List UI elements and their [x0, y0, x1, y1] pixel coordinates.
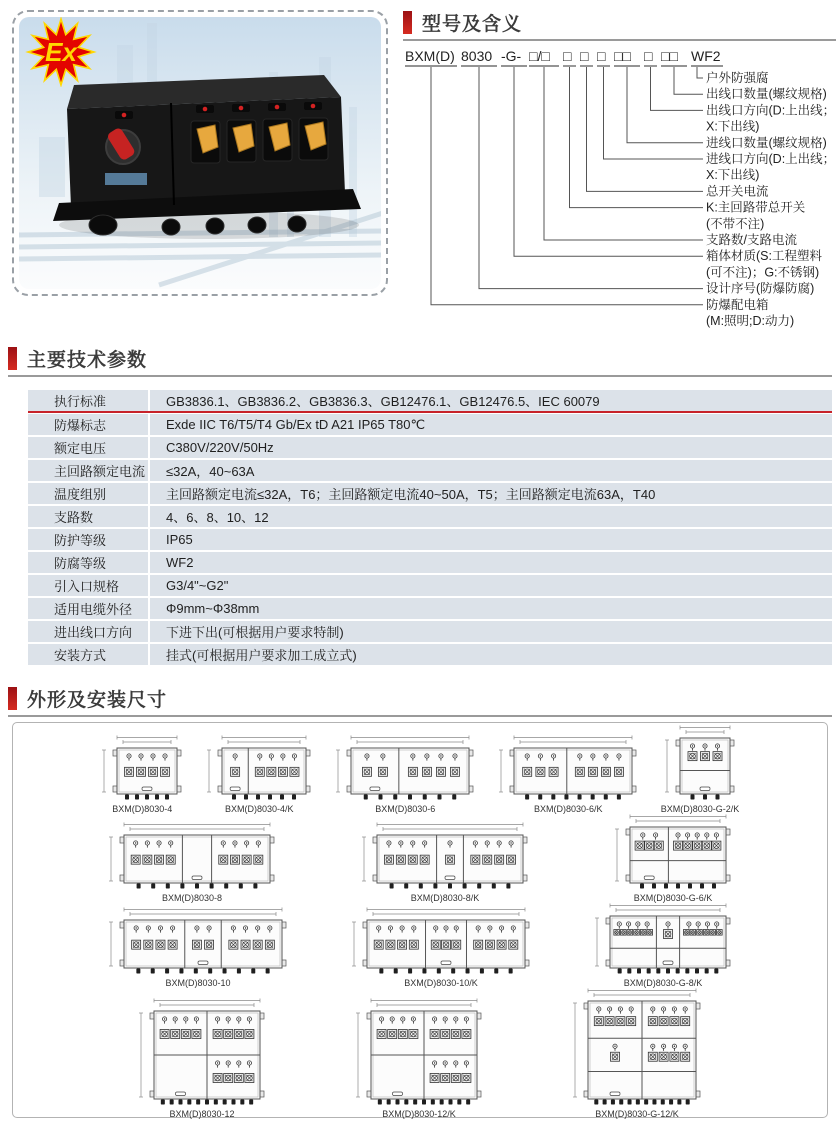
param-label: 适用电缆外径 [28, 598, 150, 619]
param-value: WF2 [166, 555, 194, 570]
figure-drawing [138, 998, 267, 1108]
product-photo [19, 17, 381, 289]
indicator-light [122, 113, 127, 118]
dimension-figure [351, 907, 532, 988]
red-bar-icon [403, 11, 412, 34]
param-label: 执行标准 [28, 390, 150, 411]
figure-drawing [335, 735, 476, 803]
figure-label: BXM(D)8030-G-8/K [623, 978, 703, 988]
param-value: GB3836.1、GB3836.2、GB3836.3、GB12476.1、GB12476.5、IEC 60079 [166, 394, 600, 409]
model-meaning-label: 进线口方向(D:上出线； [706, 152, 836, 166]
model-code-segment: □ [563, 49, 572, 64]
figure-label: BXM(D)8030-10 [165, 978, 231, 988]
model-code-segment: WF2 [691, 49, 721, 64]
cable-gland [206, 218, 224, 234]
figure-label: BXM(D)8030-10/K [404, 978, 478, 988]
connector-line [697, 67, 703, 78]
param-label: 温度组别 [28, 483, 150, 504]
param-row [28, 460, 832, 481]
figure-drawing [355, 998, 484, 1108]
figure-drawing [351, 907, 532, 977]
figure-label: BXM(D)8030-G-6/K [633, 893, 713, 903]
connector-line [674, 67, 703, 94]
model-meaning-label: 户外防强腐 [706, 71, 769, 85]
model-meaning-label: X:下出线) [706, 168, 760, 183]
param-row [28, 390, 832, 411]
param-row [28, 552, 832, 573]
section-title: 型号及含义 [422, 13, 523, 35]
figure-drawing [108, 822, 277, 892]
model-meaning-label: (不带不注) [706, 216, 765, 231]
model-code-segment: □□ [614, 49, 631, 64]
model-code-segment: □ [597, 49, 606, 64]
model-meaning-label: X:下出线) [706, 119, 760, 134]
figure-drawing [664, 725, 737, 803]
figure-row [21, 988, 819, 1119]
param-row [28, 414, 832, 435]
connector-line [514, 67, 703, 256]
model-meaning-label: (M:照明;D:动力) [706, 314, 795, 328]
model-code-segment: 8030 [461, 49, 493, 64]
section-title: 外形及安装尺寸 [27, 689, 168, 711]
figure-row [21, 903, 819, 988]
connector-line [604, 67, 704, 159]
dimension-figure [101, 735, 184, 814]
figure-drawing [101, 735, 184, 803]
model-section [403, 10, 836, 345]
figure-row [21, 725, 819, 814]
ex-badge-text: Ex [45, 37, 77, 67]
param-row [28, 621, 832, 642]
cable-gland [89, 215, 117, 235]
param-value: 挂式(可根据用户要求加工成立式) [166, 648, 357, 663]
cable-gland [162, 219, 180, 235]
section-title: 主要技术参数 [27, 349, 148, 371]
model-code-segment: □□ [661, 49, 678, 64]
figure-drawing [498, 735, 639, 803]
param-label: 安装方式 [28, 644, 150, 665]
dimension-figure [108, 907, 289, 988]
param-value: G3/4"~G2" [166, 578, 229, 593]
figure-label: BXM(D)8030-8/K [410, 893, 480, 903]
dimension-figure [361, 822, 530, 903]
section-underline [8, 715, 832, 717]
section-underline [8, 375, 832, 377]
connector-line [651, 67, 704, 110]
param-value: 主回路额定电流≤32A，T6；主回路额定电流40~50A，T5；主回路额定电流63A，T40 [166, 487, 656, 502]
param-row [28, 575, 832, 596]
product-photo-panel [12, 10, 388, 296]
model-code-diagram [403, 49, 836, 345]
cable-gland [288, 216, 306, 232]
model-code-segment: □ [580, 49, 589, 64]
param-value: Φ9mm~Φ38mm [166, 601, 260, 616]
model-code-segment: -G- [501, 49, 522, 64]
param-row [28, 506, 832, 527]
figure-drawing [614, 814, 733, 892]
dimension-figure [138, 998, 267, 1119]
figure-drawing [206, 735, 313, 803]
red-bar-icon [8, 687, 17, 710]
section-header [403, 10, 836, 34]
figure-label: BXM(D)8030-4 [112, 804, 173, 814]
ex-badge [19, 17, 103, 87]
connector-line [544, 67, 703, 240]
dimensions-section [8, 686, 832, 717]
param-label: 主回路额定电流 [28, 460, 150, 481]
figure-drawing [108, 907, 289, 977]
figure-drawing [361, 822, 530, 892]
figure-label: BXM(D)8030-G-12/K [595, 1109, 679, 1119]
connector-line [627, 67, 703, 143]
param-value: 4、6、8、10、12 [166, 510, 269, 525]
dimension-figure [206, 735, 313, 814]
figure-label: BXM(D)8030-6/K [533, 804, 603, 814]
dimension-figure [661, 725, 740, 814]
model-meaning-label: (可不注)；G:不锈钢) [706, 265, 820, 280]
section-underline [403, 39, 836, 41]
model-meaning-label: 出线口数量(螺纹规格) [706, 87, 827, 102]
dimension-figure [108, 822, 277, 903]
model-code-segment: BXM(D) [405, 49, 455, 64]
connector-line [431, 67, 703, 305]
model-code-segment: □/□ [529, 49, 550, 64]
dimension-figures-panel [12, 722, 828, 1118]
param-row [28, 529, 832, 550]
param-row [28, 483, 832, 504]
param-value: Exde IIC T6/T5/T4 Gb/Ex tD A21 IP65 T80℃ [166, 416, 426, 432]
model-meaning-label: 设计序号(防爆防腐) [706, 281, 815, 296]
param-label: 进出线口方向 [28, 621, 150, 642]
section-header [8, 346, 832, 370]
dimension-figure [498, 735, 639, 814]
section-header [8, 686, 832, 710]
param-row [28, 598, 832, 619]
figure-label: BXM(D)8030-12 [169, 1109, 235, 1119]
figure-label: BXM(D)8030-8 [161, 893, 223, 903]
red-bar-icon [8, 347, 17, 370]
model-meaning-label: 防爆配电箱 [706, 297, 769, 312]
figure-drawing [572, 988, 703, 1108]
param-value: ≤32A，40~63A [166, 464, 255, 479]
param-label: 防腐等级 [28, 552, 150, 573]
cable-gland [248, 217, 266, 233]
model-meaning-label: 出线口方向(D:上出线； [706, 103, 836, 118]
dimension-figure [614, 814, 733, 903]
param-label: 引入口规格 [28, 575, 150, 596]
params-section [8, 346, 832, 377]
figure-label: BXM(D)8030-4/K [224, 804, 294, 814]
figure-label: BXM(D)8030-G-2/K [660, 804, 740, 814]
model-meaning-label: 箱体材质(S:工程塑料 [706, 249, 822, 264]
model-code-segment: □ [644, 49, 653, 64]
dimension-figure [594, 903, 733, 988]
connector-line [570, 67, 704, 208]
model-meaning-label: 进线口数量(螺纹规格) [706, 135, 827, 150]
figure-row [21, 814, 819, 903]
figure-drawing [594, 903, 733, 977]
figure-label: BXM(D)8030-12/K [382, 1109, 456, 1119]
model-meaning-label: K:主回路带总开关 [706, 200, 806, 215]
param-value: 下进下出(可根据用户要求特制) [166, 625, 344, 640]
model-meaning-label: 支路数/支路电流 [706, 233, 797, 247]
name-plate [105, 173, 147, 185]
param-label: 支路数 [28, 506, 150, 527]
param-row [28, 644, 832, 665]
param-value: C380V/220V/50Hz [166, 440, 274, 455]
param-label: 防爆标志 [28, 414, 150, 435]
figure-label: BXM(D)8030-6 [375, 804, 436, 814]
param-value: IP65 [166, 532, 193, 547]
param-label: 额定电压 [28, 437, 150, 458]
param-label: 防护等级 [28, 529, 150, 550]
dimension-figure [355, 998, 484, 1119]
param-row [28, 437, 832, 458]
dimension-figure [572, 988, 703, 1119]
connector-line [479, 67, 703, 289]
model-meaning-label: 总开关电流 [706, 184, 769, 199]
dimension-figure [335, 735, 476, 814]
params-table [28, 390, 832, 667]
